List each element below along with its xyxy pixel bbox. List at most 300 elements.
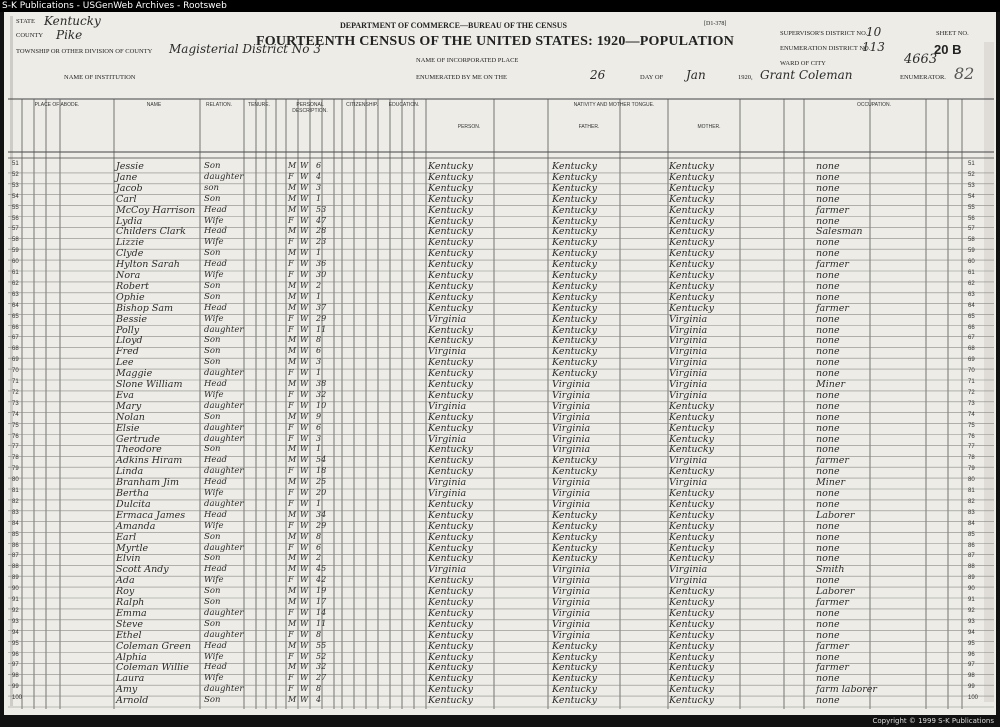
person-birthplace: Kentucky	[428, 161, 473, 172]
row-number-right: 75	[968, 422, 975, 429]
person-sex: M	[288, 346, 297, 356]
person-relation: Son	[204, 357, 221, 368]
row-number-right: 55	[968, 204, 975, 211]
person-age: 11	[316, 618, 327, 628]
person-occupation: none	[816, 400, 840, 412]
person-birthplace: Virginia	[428, 488, 467, 499]
person-race: W	[300, 466, 309, 476]
section-education: EDUCATION.	[388, 102, 420, 108]
person-age: 11	[316, 324, 327, 334]
row-number: 88	[12, 564, 19, 571]
person-race: W	[300, 455, 309, 465]
person-occupation: farmer	[816, 204, 849, 216]
person-sex: M	[288, 564, 297, 574]
person-occupation: none	[816, 466, 840, 478]
row-number: 75	[12, 422, 19, 429]
section-nativity: NATIVITY AND MOTHER TONGUE.	[573, 102, 655, 108]
father-birthplace: Kentucky	[552, 291, 597, 303]
person-name: Carl	[116, 193, 137, 205]
row-number: 55	[12, 204, 19, 211]
person-name: Childers Clark	[116, 226, 186, 238]
mother-birthplace: Kentucky	[669, 215, 714, 227]
person-race: W	[300, 368, 309, 378]
person-birthplace: Kentucky	[428, 237, 473, 249]
father-birthplace: Virginia	[552, 564, 591, 576]
mother-birthplace: Kentucky	[669, 488, 714, 499]
person-relation: Son	[204, 695, 221, 706]
person-race: W	[300, 640, 309, 650]
person-sex: F	[288, 498, 294, 508]
row-number-right: 67	[968, 335, 975, 342]
person-age: 34	[316, 509, 327, 519]
row-number-right: 71	[968, 379, 975, 385]
person-race: W	[300, 695, 309, 705]
section-father: FATHER.	[578, 124, 600, 130]
person-name: Ophie	[116, 291, 145, 303]
state-value: Kentucky	[44, 14, 101, 28]
person-age: 38	[316, 379, 327, 388]
person-sex: F	[288, 488, 294, 497]
row-number-right: 94	[968, 629, 975, 636]
row-number: 86	[12, 542, 19, 549]
person-occupation: farmer	[816, 302, 849, 314]
mother-birthplace: Kentucky	[669, 291, 714, 303]
census-sheet	[4, 12, 996, 715]
row-number: 51	[12, 161, 19, 167]
father-birthplace: Kentucky	[552, 226, 597, 238]
person-relation: daughter	[204, 324, 244, 335]
mother-birthplace: Virginia	[669, 313, 708, 325]
person-race: W	[300, 226, 309, 236]
person-occupation: Smith	[816, 564, 845, 576]
person-occupation: none	[816, 389, 840, 401]
section-mother: MOTHER.	[697, 124, 721, 130]
row-number: 69	[12, 357, 19, 364]
row-number: 77	[12, 444, 19, 451]
father-birthplace: Kentucky	[552, 324, 597, 336]
person-age: 37	[316, 302, 327, 312]
person-age: 3	[316, 433, 322, 443]
mother-birthplace: Virginia	[669, 575, 708, 587]
person-birthplace: Virginia	[428, 564, 467, 576]
row-number-right: 64	[968, 302, 975, 309]
person-sex: F	[288, 520, 294, 530]
person-birthplace: Virginia	[428, 346, 467, 358]
person-birthplace: Virginia	[428, 477, 467, 489]
person-age: 4	[316, 695, 322, 705]
person-occupation: none	[816, 411, 840, 423]
section-personal: PERSONAL DESCRIPTION.	[292, 102, 328, 114]
person-sex: M	[288, 204, 297, 214]
person-occupation: farmer	[816, 455, 849, 467]
person-race: W	[300, 161, 309, 170]
person-age: 4	[316, 171, 322, 181]
mother-birthplace: Kentucky	[669, 509, 714, 521]
person-name: Polly	[116, 324, 140, 336]
person-relation: Son	[204, 248, 221, 259]
row-number-right: 70	[968, 368, 975, 375]
person-relation: Son	[204, 280, 221, 291]
person-relation: Son	[204, 193, 221, 204]
person-sex: M	[288, 597, 297, 606]
person-occupation: none	[816, 313, 840, 325]
person-age: 2	[316, 280, 322, 290]
mother-birthplace: Virginia	[669, 324, 708, 336]
row-number: 66	[12, 324, 19, 331]
person-race: W	[300, 237, 309, 247]
row-number-right: 77	[968, 444, 975, 451]
father-birthplace: Kentucky	[552, 531, 597, 543]
father-birthplace: Kentucky	[552, 248, 597, 260]
department-heading: DEPARTMENT OF COMMERCE—BUREAU OF THE CENSUS	[340, 21, 567, 30]
section-name: NAME	[146, 102, 162, 108]
row-number: 63	[12, 291, 19, 298]
person-name: Branham Jim	[116, 477, 179, 489]
person-age: 8	[316, 629, 322, 639]
father-birthplace: Virginia	[552, 629, 591, 641]
row-number: 97	[12, 662, 19, 669]
row-number-right: 58	[968, 237, 975, 244]
mother-birthplace: Kentucky	[669, 171, 714, 183]
person-sex: M	[288, 553, 297, 563]
person-age: 3	[316, 357, 322, 367]
person-sex: M	[288, 280, 297, 290]
row-number-right: 82	[968, 498, 975, 505]
person-birthplace: Kentucky	[428, 193, 473, 205]
person-race: W	[300, 346, 309, 356]
person-age: 1	[316, 193, 322, 203]
person-sex: F	[288, 422, 294, 432]
person-relation: Head	[204, 204, 227, 215]
person-name: Lee	[116, 357, 134, 369]
mother-birthplace: Virginia	[669, 368, 708, 380]
person-name: Arnold	[116, 695, 149, 707]
person-age: 32	[316, 662, 327, 672]
person-age: 1	[316, 291, 322, 301]
person-birthplace: Kentucky	[428, 662, 473, 674]
person-age: 42	[316, 575, 327, 585]
row-number-right: 69	[968, 357, 975, 364]
person-name: Eva	[116, 389, 134, 401]
person-relation: Head	[204, 509, 227, 520]
person-occupation: none	[816, 629, 840, 641]
mother-birthplace: Kentucky	[669, 422, 714, 434]
person-race: W	[300, 389, 309, 399]
row-number: 52	[12, 171, 19, 178]
person-occupation: farmer	[816, 259, 849, 271]
father-birthplace: Kentucky	[552, 520, 597, 532]
row-number: 92	[12, 607, 19, 614]
enumeration-month: Jan	[686, 68, 706, 82]
person-birthplace: Kentucky	[428, 291, 473, 303]
mother-birthplace: Kentucky	[669, 302, 714, 314]
person-age: 14	[316, 607, 327, 617]
person-relation: Wife	[204, 237, 224, 248]
row-number-right: 91	[968, 597, 975, 603]
person-birthplace: Kentucky	[428, 640, 473, 652]
father-birthplace: Virginia	[552, 422, 591, 434]
person-occupation: none	[816, 357, 840, 369]
person-relation: daughter	[204, 171, 244, 182]
person-sex: F	[288, 171, 294, 181]
person-birthplace: Kentucky	[428, 248, 473, 260]
mother-birthplace: Kentucky	[669, 161, 714, 172]
person-relation: daughter	[204, 629, 244, 640]
person-occupation: none	[816, 531, 840, 543]
father-birthplace: Kentucky	[552, 684, 597, 696]
person-age: 8	[316, 531, 322, 541]
person-occupation: none	[816, 673, 840, 685]
sheet-label: SHEET NO.	[936, 30, 969, 37]
person-birthplace: Kentucky	[428, 466, 473, 478]
row-number-right: 83	[968, 509, 975, 516]
person-birthplace: Kentucky	[428, 182, 473, 194]
person-relation: Head	[204, 379, 227, 389]
person-name: Jacob	[116, 182, 143, 194]
person-occupation: none	[816, 695, 840, 707]
person-relation: daughter	[204, 466, 244, 477]
row-number-right: 52	[968, 171, 975, 178]
enumeration-district-label: ENUMERATION DISTRICT NO.	[780, 45, 871, 52]
person-age: 19	[316, 586, 327, 596]
father-birthplace: Kentucky	[552, 542, 597, 554]
person-age: 6	[316, 161, 322, 170]
person-birthplace: Virginia	[428, 433, 467, 445]
enumerated-by-label: ENUMERATED BY ME ON THE	[416, 74, 507, 81]
person-race: W	[300, 597, 309, 606]
person-relation: Son	[204, 335, 221, 346]
person-relation: Head	[204, 477, 227, 488]
row-number: 93	[12, 618, 19, 625]
person-birthplace: Kentucky	[428, 280, 473, 292]
person-birthplace: Kentucky	[428, 357, 473, 369]
person-sex: M	[288, 640, 297, 650]
row-number: 59	[12, 248, 19, 255]
mother-birthplace: Kentucky	[669, 400, 714, 412]
person-race: W	[300, 488, 309, 497]
row-number-right: 80	[968, 477, 975, 484]
row-number-right: 88	[968, 564, 975, 571]
person-age: 6	[316, 422, 322, 432]
person-race: W	[300, 673, 309, 683]
person-sex: M	[288, 531, 297, 541]
person-name: Coleman Green	[116, 640, 191, 652]
mother-birthplace: Kentucky	[669, 280, 714, 292]
person-relation: Son	[204, 161, 221, 171]
person-age: 36	[316, 259, 327, 269]
mother-birthplace: Kentucky	[669, 204, 714, 216]
row-number: 83	[12, 509, 19, 516]
person-race: W	[300, 204, 309, 214]
person-sex: M	[288, 455, 297, 465]
person-birthplace: Kentucky	[428, 422, 473, 434]
township-label: TOWNSHIP OR OTHER DIVISION OF COUNTY	[16, 48, 153, 55]
person-age: 23	[316, 237, 327, 247]
person-sex: M	[288, 357, 297, 367]
father-birthplace: Virginia	[552, 400, 591, 412]
row-number: 87	[12, 553, 19, 560]
father-birthplace: Kentucky	[552, 346, 597, 358]
mother-birthplace: Virginia	[669, 389, 708, 401]
row-number-right: 54	[968, 193, 975, 200]
enumerator-label: ENUMERATOR.	[900, 74, 946, 81]
mother-birthplace: Kentucky	[669, 193, 714, 205]
person-birthplace: Kentucky	[428, 509, 473, 521]
person-relation: Son	[204, 586, 221, 597]
person-birthplace: Kentucky	[428, 673, 473, 685]
person-occupation: none	[816, 422, 840, 434]
mother-birthplace: Kentucky	[669, 673, 714, 685]
person-relation: Wife	[204, 651, 224, 662]
row-number-right: 92	[968, 607, 975, 614]
person-race: W	[300, 586, 309, 596]
person-age: 1	[316, 248, 322, 258]
person-occupation: none	[816, 237, 840, 249]
row-number: 79	[12, 466, 19, 473]
person-sex: F	[288, 673, 294, 683]
row-number: 56	[12, 215, 19, 222]
row-number-right: 76	[968, 433, 975, 440]
person-relation: Son	[204, 597, 221, 607]
person-race: W	[300, 618, 309, 628]
person-race: W	[300, 433, 309, 443]
person-occupation: none	[816, 542, 840, 554]
row-number-right: 73	[968, 400, 975, 407]
incorporated-label: NAME OF INCORPORATED PLACE	[416, 57, 519, 64]
row-number: 60	[12, 259, 19, 266]
person-occupation: Salesman	[816, 226, 863, 238]
mother-birthplace: Kentucky	[669, 651, 714, 663]
person-name: Gertrude	[116, 433, 160, 445]
person-birthplace: Kentucky	[428, 411, 473, 423]
person-occupation: none	[816, 575, 840, 587]
person-race: W	[300, 651, 309, 661]
father-birthplace: Kentucky	[552, 204, 597, 216]
father-birthplace: Virginia	[552, 411, 591, 423]
person-birthplace: Kentucky	[428, 259, 473, 271]
person-race: W	[300, 411, 309, 421]
father-birthplace: Kentucky	[552, 270, 597, 281]
row-number-right: 98	[968, 673, 975, 680]
row-number: 57	[12, 226, 19, 233]
person-name: Amanda	[116, 520, 156, 532]
row-number-right: 96	[968, 651, 975, 658]
row-number-right: 85	[968, 531, 975, 538]
person-relation: daughter	[204, 607, 244, 618]
sheet-grid	[4, 12, 996, 715]
person-occupation: farmer	[816, 662, 849, 674]
person-name: Emma	[116, 607, 147, 619]
person-birthplace: Kentucky	[428, 695, 473, 707]
person-sex: M	[288, 586, 297, 596]
person-name: Scott Andy	[116, 564, 169, 576]
day-of-label: DAY OF	[640, 74, 664, 81]
person-birthplace: Kentucky	[428, 629, 473, 641]
mother-birthplace: Virginia	[669, 346, 708, 358]
row-number: 67	[12, 335, 19, 342]
person-age: 30	[316, 270, 327, 279]
person-race: W	[300, 553, 309, 563]
person-relation: Son	[204, 291, 221, 302]
mother-birthplace: Kentucky	[669, 607, 714, 619]
mother-birthplace: Kentucky	[669, 542, 714, 554]
person-occupation: none	[816, 368, 840, 380]
row-number: 62	[12, 280, 19, 287]
row-number-right: 56	[968, 215, 975, 222]
person-occupation: none	[816, 291, 840, 303]
person-occupation: none	[816, 498, 840, 510]
person-sex: M	[288, 248, 297, 258]
person-relation: Wife	[204, 270, 224, 280]
mother-birthplace: Kentucky	[669, 433, 714, 445]
person-sex: M	[288, 411, 297, 421]
person-race: W	[300, 444, 309, 454]
person-occupation: Laborer	[816, 586, 855, 598]
person-occupation: none	[816, 618, 840, 630]
person-race: W	[300, 575, 309, 585]
person-relation: daughter	[204, 542, 244, 553]
father-birthplace: Virginia	[552, 389, 591, 401]
person-occupation: none	[816, 607, 840, 619]
mother-birthplace: Kentucky	[669, 531, 714, 543]
row-number-right: 62	[968, 280, 975, 287]
person-age: 29	[316, 313, 327, 323]
person-relation: Son	[204, 411, 221, 422]
mother-birthplace: Kentucky	[669, 695, 714, 707]
person-occupation: none	[816, 488, 840, 499]
row-number-right: 72	[968, 389, 975, 396]
person-relation: daughter	[204, 368, 244, 379]
row-number-right: 61	[968, 270, 975, 276]
row-number-right: 74	[968, 411, 975, 418]
person-age: 1	[316, 368, 322, 378]
person-sex: F	[288, 400, 294, 410]
person-sex: F	[288, 215, 294, 225]
person-name: Roy	[116, 586, 135, 598]
person-occupation: Miner	[816, 379, 846, 390]
row-number-right: 93	[968, 618, 975, 625]
person-birthplace: Kentucky	[428, 324, 473, 336]
person-relation: Son	[204, 444, 221, 455]
father-birthplace: Kentucky	[552, 651, 597, 663]
person-race: W	[300, 422, 309, 432]
person-sex: M	[288, 182, 297, 192]
person-name: Earl	[116, 531, 137, 543]
person-relation: Son	[204, 618, 221, 629]
mother-birthplace: Kentucky	[669, 237, 714, 249]
father-birthplace: Kentucky	[552, 171, 597, 183]
father-birthplace: Virginia	[552, 586, 591, 598]
person-race: W	[300, 193, 309, 203]
person-relation: Son	[204, 346, 221, 357]
county-value: Pike	[56, 28, 83, 42]
row-number-right: 87	[968, 553, 975, 560]
person-name: Theodore	[116, 444, 162, 456]
person-occupation: none	[816, 324, 840, 336]
row-number-right: 79	[968, 466, 975, 473]
person-birthplace: Kentucky	[428, 607, 473, 619]
row-number: 90	[12, 586, 19, 593]
person-sex: M	[288, 226, 297, 236]
person-age: 18	[316, 466, 327, 476]
father-birthplace: Kentucky	[552, 259, 597, 271]
father-birthplace: Virginia	[552, 575, 591, 587]
browser-title-bar	[0, 0, 1000, 12]
person-birthplace: Virginia	[428, 400, 467, 412]
person-relation: Wife	[204, 389, 224, 400]
mother-birthplace: Kentucky	[669, 520, 714, 532]
row-number: 64	[12, 302, 19, 309]
